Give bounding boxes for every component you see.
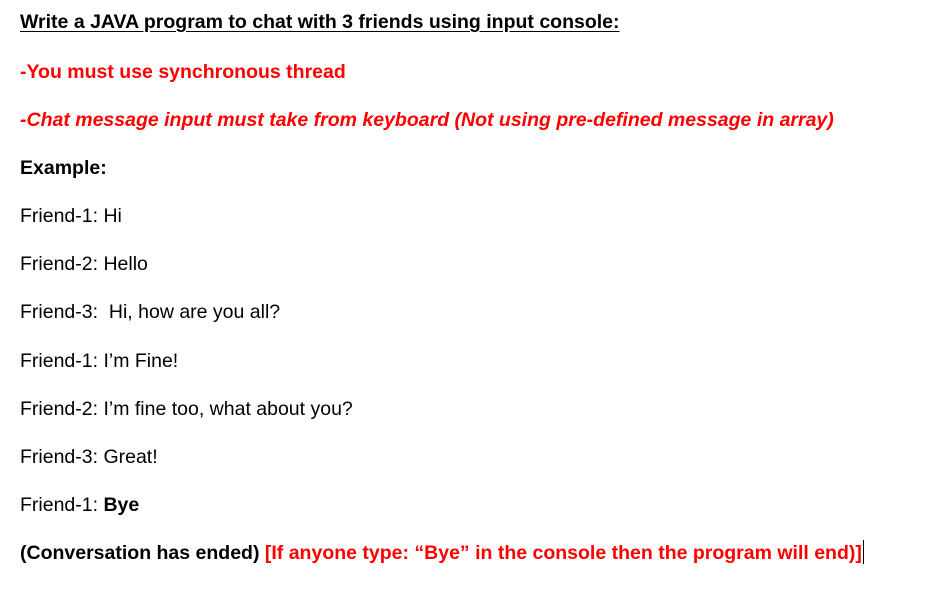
chat-message: Hello <box>103 253 148 275</box>
chat-line-2 <box>20 251 148 277</box>
chat-speaker: Friend-2: <box>20 398 104 420</box>
chat-line-4 <box>20 348 178 374</box>
chat-message: I’m Fine! <box>103 350 179 372</box>
example-heading: Example: <box>20 157 107 179</box>
chat-line-1 <box>20 203 122 229</box>
chat-message: Hi <box>103 205 122 227</box>
chat-speaker: Friend-1: <box>20 350 104 372</box>
program-end-note: [If anyone type: “Bye” in the console then the program will end)] <box>264 542 862 564</box>
chat-speaker: Friend-1: <box>20 205 104 227</box>
conversation-ended-status: (Conversation has ended) <box>20 542 260 564</box>
chat-speaker: Friend-3: <box>20 446 104 468</box>
text-cursor <box>863 540 865 564</box>
chat-message: Hi, how are you all? <box>108 301 281 323</box>
chat-message-bye: Bye <box>103 494 140 516</box>
chat-line-5 <box>20 396 353 422</box>
chat-speaker: Friend-3: <box>20 301 109 323</box>
assignment-title: Write a JAVA program to chat with 3 friends using input console: <box>20 11 620 33</box>
conversation-ending-line <box>20 540 864 566</box>
chat-message: Great! <box>103 446 158 468</box>
chat-speaker: Friend-1: <box>20 494 104 516</box>
chat-line-6 <box>20 444 158 470</box>
chat-line-3 <box>20 299 280 325</box>
chat-message: I’m fine too, what about you? <box>103 398 353 420</box>
requirement-keyboard-input: -Chat message input must take from keyboard (Not using pre-defined message in array) <box>20 109 834 131</box>
requirement-synchronous-thread: -You must use synchronous thread <box>20 61 346 83</box>
chat-speaker: Friend-2: <box>20 253 104 275</box>
chat-line-7 <box>20 492 139 518</box>
